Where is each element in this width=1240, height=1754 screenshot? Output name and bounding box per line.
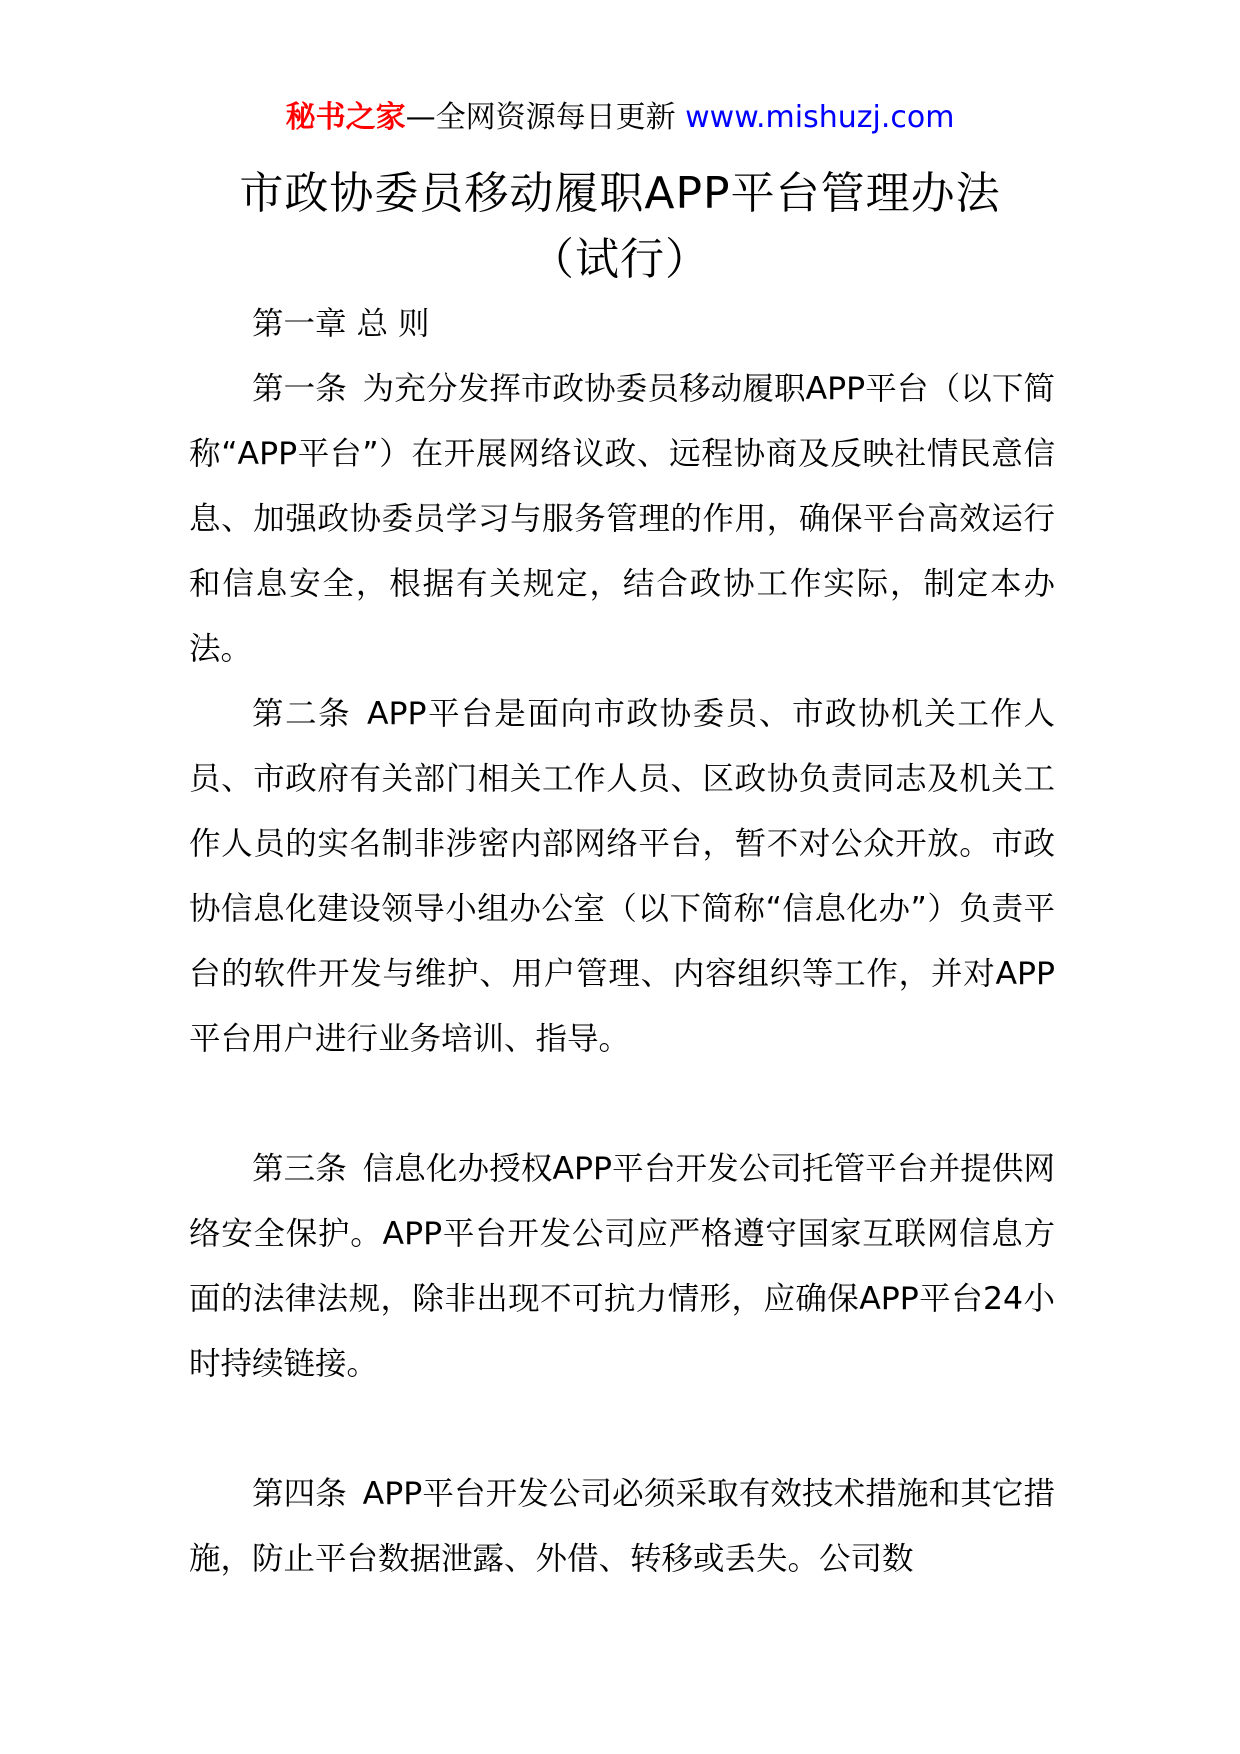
site-header	[0, 98, 1240, 138]
article-text: APP平台开发公司必须采取有效技术措施和其它措施，防止平台数据泄露、外借、转移或丢失。公司数	[189, 1476, 1055, 1577]
article-4	[189, 1462, 1055, 1592]
site-url-link[interactable]: www.mishuzj.com	[685, 100, 955, 135]
document-subtitle: （试行）	[530, 234, 710, 285]
article-number: 第一条	[252, 371, 347, 407]
header-tagline: —全网资源每日更新	[405, 100, 676, 135]
article-2	[189, 682, 1055, 1072]
brand-name: 秘书之家	[285, 100, 406, 135]
article-text: 信息化办授权APP平台开发公司托管平台并提供网络安全保护。APP平台开发公司应严格遵守国家互联网信息方面的法律法规，除非出现不可抗力情形，应确保APP平台24小时持续链接。	[189, 1151, 1055, 1382]
article-1	[189, 357, 1055, 682]
article-text: 为充分发挥市政协委员移动履职APP平台（以下简称“APP平台”）在开展网络议政、远程协商及反映社情民意信息、加强政协委员学习与服务管理的作用，确保平台高效运行和信息安全，根据有关规定，结合政协工作实际，制定本办法。	[189, 371, 1055, 667]
article-3	[189, 1137, 1055, 1397]
document-body	[189, 292, 1055, 1592]
article-number: 第二条	[252, 696, 352, 732]
article-text: APP平台是面向市政协委员、市政协机关工作人员、市政府有关部门相关工作人员、区政协负责同志及机关工作人员的实名制非涉密内部网络平台，暂不对公众开放。市政协信息化建设领导小组办公室（以下简称“信息化办”）负责平台的软件开发与维护、用户管理、内容组织等工作，并对APP平台用户进行业务培训、指导。	[189, 696, 1055, 1057]
article-number: 第三条	[252, 1151, 347, 1187]
chapter-heading: 第一章 总 则	[252, 306, 430, 342]
article-number: 第四条	[252, 1476, 347, 1512]
document-title: 市政协委员移动履职APP平台管理办法	[239, 168, 1001, 219]
